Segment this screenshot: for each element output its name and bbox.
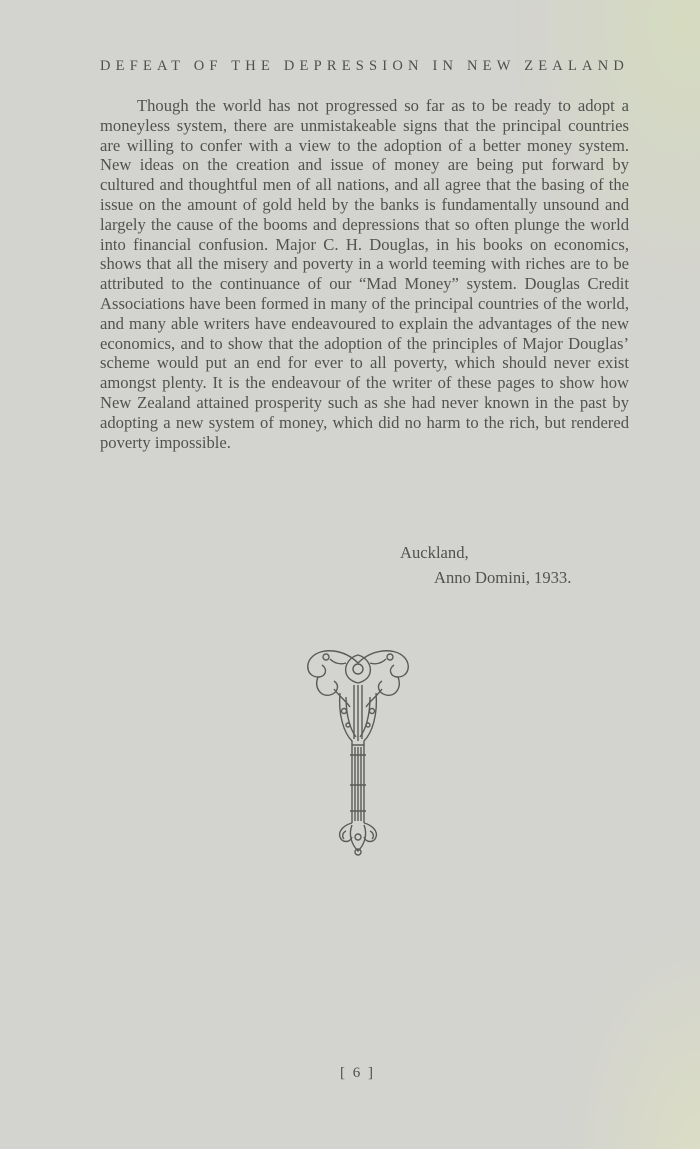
signature-date: Anno Domini, 1933. xyxy=(434,568,572,587)
running-title: DEFEAT OF THE DEPRESSION IN NEW ZEALAND xyxy=(100,58,630,74)
signature-place: Auckland, xyxy=(400,543,469,562)
ornamental-tailpiece-icon xyxy=(300,645,416,857)
page-number: [ 6 ] xyxy=(340,1065,375,1081)
preface-paragraph: Though the world has not progressed so far as to be ready to adopt a moneyless system, there are unmistakeable signs that the principal countries are willing to confer with a view to the adoption of a better money system. New ideas on the creation and issue of money are being put forward by cultured and thoughtful men of all nations, and all agree that the basing of the issue on the amount of gold held by the banks is fundamentally unsound and largely the cause of the booms and depressions that so often plunge the world into financial confusion. Major C. H. Douglas, in his books on economics, shows that all the misery and poverty in a world teeming with riches are to be attributed to the continuance of our “Mad Money” system. Douglas Credit Associations have been formed in many of the principal countries of the world, and many able writers have endeavoured to explain the advantages of the new economics, and to show that the adoption of the principles of Major Douglas’ scheme would put an end for ever to all poverty, which should never exist amongst plenty. It is the endeavour of the writer of these pages to show how New Zealand attained prosperity such as she had never known in the past by adopting a new system of money, which did no harm to the rich, but rendered poverty impossible. xyxy=(100,96,629,452)
